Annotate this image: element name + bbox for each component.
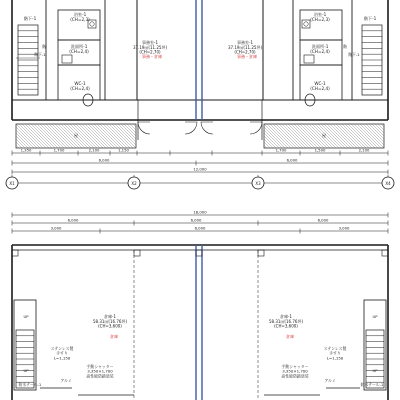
stair-left-label (24, 15, 37, 22)
door-swing (250, 122, 262, 134)
hatch-line (76, 124, 100, 148)
stair-right-label (364, 15, 377, 22)
label-line: UP (23, 368, 29, 373)
label-line: 防水テール-1 (360, 382, 384, 387)
column-square (382, 250, 388, 256)
label-line: L=1,150 (326, 355, 344, 361)
dimension-label (287, 158, 298, 163)
hatch-line (43, 124, 67, 148)
hatch-line (16, 133, 31, 148)
hatch-line (16, 130, 34, 148)
hatch-line (118, 124, 136, 142)
shutter-right-label (281, 364, 308, 378)
label-line: 58.31㎡(16.76坪) (268, 318, 304, 324)
label-line: 屋 (322, 133, 326, 138)
grid-axis-row (6, 175, 394, 189)
hatch-line (22, 124, 46, 148)
dimension-label (359, 148, 370, 153)
label-line: X4 (385, 181, 391, 186)
hatch-line (28, 124, 52, 148)
lower-dims-total (12, 210, 388, 218)
label-line: (CH=2,4) (310, 49, 330, 55)
hatch-line (112, 124, 136, 148)
bath-right-label (310, 11, 330, 22)
hatch-line (300, 124, 324, 148)
hatch-line (49, 124, 73, 148)
hatch-line (25, 124, 49, 148)
label-line: ステンレス製 (323, 346, 347, 351)
upper-dims-total (12, 167, 388, 175)
label-line: 階下-1 (23, 16, 37, 21)
hatch-line (85, 124, 109, 148)
hatch-line (327, 124, 351, 148)
hatch-line (309, 124, 333, 148)
hatch-line (100, 124, 124, 148)
drain-icon (304, 22, 308, 26)
column-square (12, 250, 18, 256)
label-line: 6,000 (194, 225, 206, 231)
label-line: (CH=3,600) (274, 323, 298, 329)
label-line: 高性能防錆塗装 (281, 373, 309, 379)
office-right-note (237, 53, 257, 59)
dimension-label (54, 148, 65, 153)
grid-bubble-label (255, 181, 261, 186)
hatch-line (79, 124, 103, 148)
hatch-line (115, 124, 136, 145)
hatch-line (357, 124, 381, 148)
grid-bubble-label (385, 181, 391, 186)
hatch-line (97, 124, 121, 148)
label-line: 1,500 (314, 147, 326, 153)
hatch-line (264, 142, 270, 148)
drain-icon (90, 22, 94, 26)
label-line: 3,000 (338, 225, 350, 231)
label-line: UP (23, 314, 29, 319)
up-label (23, 368, 29, 373)
hatch-line (285, 124, 309, 148)
wash-left-label (69, 43, 89, 54)
hatch-line (282, 124, 306, 148)
column-square (196, 250, 202, 256)
label-line: 6,000 (98, 157, 110, 163)
shop-right-label (269, 313, 303, 329)
dimension-label (193, 210, 207, 215)
dimension-label (191, 218, 202, 223)
hatch-line (372, 124, 384, 136)
label-line: 手すり (56, 350, 68, 356)
label-line: 洗面所-1 (311, 44, 329, 49)
label-line: (CH=2,4) (69, 49, 89, 55)
label-line: 倉庫 (110, 334, 118, 339)
dimension-label (68, 218, 79, 223)
up-label (372, 314, 378, 319)
label-line: (CH=3,600) (98, 323, 122, 329)
label-line: (CH=2,70) (234, 49, 256, 55)
label-line: ステンレス製 (50, 346, 74, 351)
label-line: 1,700 (53, 147, 65, 153)
hatch-line (58, 124, 82, 148)
hatch-line (330, 124, 354, 148)
shop-left-note (110, 333, 118, 339)
dimension-label (99, 158, 110, 163)
hatch-line (291, 124, 315, 148)
hatch-line (109, 124, 133, 148)
hatch-line (267, 124, 291, 148)
label-line: 6,000 (286, 157, 298, 163)
hatch-line (91, 124, 115, 148)
label-line: 6,000 (317, 217, 329, 223)
hatch-line (333, 124, 357, 148)
upper-floor-plan (12, 0, 388, 175)
label-line: (CH=2,4) (310, 86, 330, 92)
label-line: 18,000 (193, 209, 207, 215)
hatch-line (264, 124, 288, 148)
dimension-label (89, 148, 100, 153)
hatch-line (37, 124, 61, 148)
label-line: 倉庫-1 (104, 314, 116, 319)
balcony-right-label (322, 132, 326, 138)
label-line: UP (372, 314, 378, 319)
label-line: 倉庫-1 (280, 314, 292, 319)
label-line: 階下-1 (34, 52, 46, 57)
grid-bubble-label (9, 181, 15, 186)
door-swing (138, 122, 150, 134)
label-line: 階下-1 (363, 16, 377, 21)
rail-left-label (51, 346, 74, 360)
hatch-line (103, 124, 127, 148)
hatch-line (288, 124, 312, 148)
alumi-right-label (324, 378, 335, 383)
dimension-label (21, 148, 32, 153)
shop-right-note (286, 333, 294, 339)
hatch-line (19, 124, 43, 148)
label-line: UP (372, 368, 378, 373)
label-line: 階下-1 (348, 52, 360, 57)
hatch-line (297, 124, 321, 148)
label-line: X2 (131, 181, 137, 186)
hatch-line (264, 130, 282, 148)
hatch-line (16, 145, 19, 148)
side-right-label (348, 52, 360, 57)
hatch-line (46, 124, 70, 148)
label-line: 事務室-1 (142, 40, 158, 45)
label-line: 階 (343, 44, 347, 49)
sink-left (62, 55, 72, 63)
label-line: 階 (42, 44, 46, 49)
label-line: L=1,150 (53, 355, 71, 361)
sink-right (304, 55, 314, 63)
hatch-line (264, 127, 285, 148)
grid-bubble-label (131, 181, 137, 186)
hatch-line (67, 124, 91, 148)
label-line: (CH=2,4) (70, 86, 90, 92)
label-line: 事務・倉庫 (237, 54, 257, 59)
label-line: 2,100 (88, 147, 100, 153)
hatch-line (270, 124, 294, 148)
hatch-line (264, 136, 276, 148)
hatch-line (88, 124, 112, 148)
column-square (134, 250, 140, 256)
label-line: WC-1 (74, 81, 86, 86)
label-line: 事務・倉庫 (142, 54, 162, 59)
label-line: アルミ (324, 378, 336, 383)
up-label (372, 368, 378, 373)
up-label (23, 314, 29, 319)
side-kai-left (42, 44, 46, 49)
hatch-line (279, 124, 303, 148)
hatch-line (381, 124, 384, 127)
shutter-left-label (86, 364, 113, 378)
label-line: 58.31㎡(16.76坪) (92, 318, 128, 324)
hatch-line (360, 124, 384, 148)
gutter-right-label (361, 382, 384, 387)
hatch-line (342, 124, 366, 148)
shop-left-label (93, 313, 127, 329)
label-line: 1,700 (275, 147, 287, 153)
label-line: 37.19㎡(11.25坪) (227, 44, 263, 50)
hatch-line (16, 127, 37, 148)
label-line: 3,350×1,700 (87, 368, 113, 374)
label-line: アルミ (60, 378, 72, 383)
dimension-label (118, 148, 129, 153)
label-line: 事務室-1 (237, 40, 253, 45)
label-line: 手動シャッター (281, 364, 309, 369)
dimension-label (51, 226, 62, 231)
hatch-line (264, 133, 279, 148)
hatch-line (273, 124, 297, 148)
bath-tub-right (302, 20, 310, 28)
label-line: 6,000 (67, 217, 79, 223)
hatch-line (16, 136, 28, 148)
hatch-line (363, 124, 384, 145)
label-line: (CH=2,3) (70, 17, 90, 23)
hatch-line (336, 124, 360, 148)
label-line: 高性能防錆塗装 (86, 373, 114, 379)
hatch-line (354, 124, 378, 148)
label-line: 2,100 (358, 147, 370, 153)
label-line: 1,150 (118, 147, 129, 153)
office-right-label (228, 39, 262, 55)
label-line: 手動シャッター (86, 364, 114, 369)
hatch-line (16, 124, 40, 148)
hatch-line (121, 124, 136, 139)
label-line: (CH=2,3) (310, 17, 330, 23)
label-line: 1,350 (20, 147, 32, 153)
hatch-line (133, 124, 136, 127)
dimension-label (276, 148, 287, 153)
label-line: 浴室-1 (313, 12, 327, 17)
label-line: 12,000 (193, 166, 207, 172)
side-left-label (34, 52, 46, 57)
dimension-label (318, 218, 329, 223)
hatch-line (366, 124, 384, 142)
hatch-line (315, 124, 339, 148)
hatch-line (339, 124, 363, 148)
hatch-line (348, 124, 372, 148)
column-square (258, 250, 264, 256)
dimension-label (195, 226, 206, 231)
hatch-line (369, 124, 384, 139)
office-left-label (133, 39, 167, 55)
label-line: 37.19㎡(11.25坪) (132, 44, 168, 50)
label-line: 防水テール-1 (18, 382, 42, 387)
toilet-right-label (310, 81, 330, 91)
balcony-left-label (74, 132, 78, 138)
door-swing (185, 122, 197, 134)
label-line: X3 (255, 181, 261, 186)
label-line: 倉庫 (286, 334, 294, 339)
dimension-label (339, 226, 350, 231)
rail-right-label (324, 346, 347, 360)
label-line: 3,000 (50, 225, 62, 231)
label-line: X1 (9, 181, 15, 186)
label-line: 浴室-1 (73, 12, 87, 17)
label-line: 手すり (329, 350, 341, 356)
hatch-line (345, 124, 369, 148)
upper-dims-inner (12, 148, 388, 156)
hatch-line (264, 145, 267, 148)
label-line: 6,000 (190, 217, 202, 223)
hatch-line (324, 124, 348, 148)
door-swing (201, 122, 213, 134)
hatch-line (306, 124, 330, 148)
hatch-line (106, 124, 130, 148)
hatch-line (40, 124, 64, 148)
hatch-line (130, 124, 136, 130)
dimension-label (315, 148, 326, 153)
hatch-line (294, 124, 318, 148)
lower-floor-plan (12, 210, 388, 400)
office-left-note (142, 53, 162, 59)
bath-left-label (70, 11, 90, 22)
hatch-line (52, 124, 76, 148)
alumi-left-label (60, 378, 71, 383)
hatch-line (61, 124, 85, 148)
hatch-line (351, 124, 375, 148)
label-line: 屋 (74, 133, 78, 138)
hatch-line (34, 124, 58, 148)
dimension-label (193, 167, 207, 172)
hatch-line (94, 124, 118, 148)
lower-dims-parts (12, 218, 388, 226)
label-line: 3,350×1,700 (282, 368, 308, 374)
lower-dims-sub (12, 226, 388, 234)
hatch-line (276, 124, 300, 148)
label-line: 洗面所-1 (70, 44, 88, 49)
hatch-line (82, 124, 106, 148)
upper-dims-half (12, 158, 388, 166)
toilet-left-label (70, 81, 90, 91)
hatch-line (31, 124, 55, 148)
hatch-line (124, 124, 136, 136)
label-line: (CH=2,70) (139, 49, 161, 55)
side-kai-right (343, 44, 347, 49)
gutter-left-label (19, 382, 42, 387)
wash-right-label (310, 43, 330, 54)
hatch-line (378, 124, 384, 130)
label-line: WC-1 (314, 81, 326, 86)
